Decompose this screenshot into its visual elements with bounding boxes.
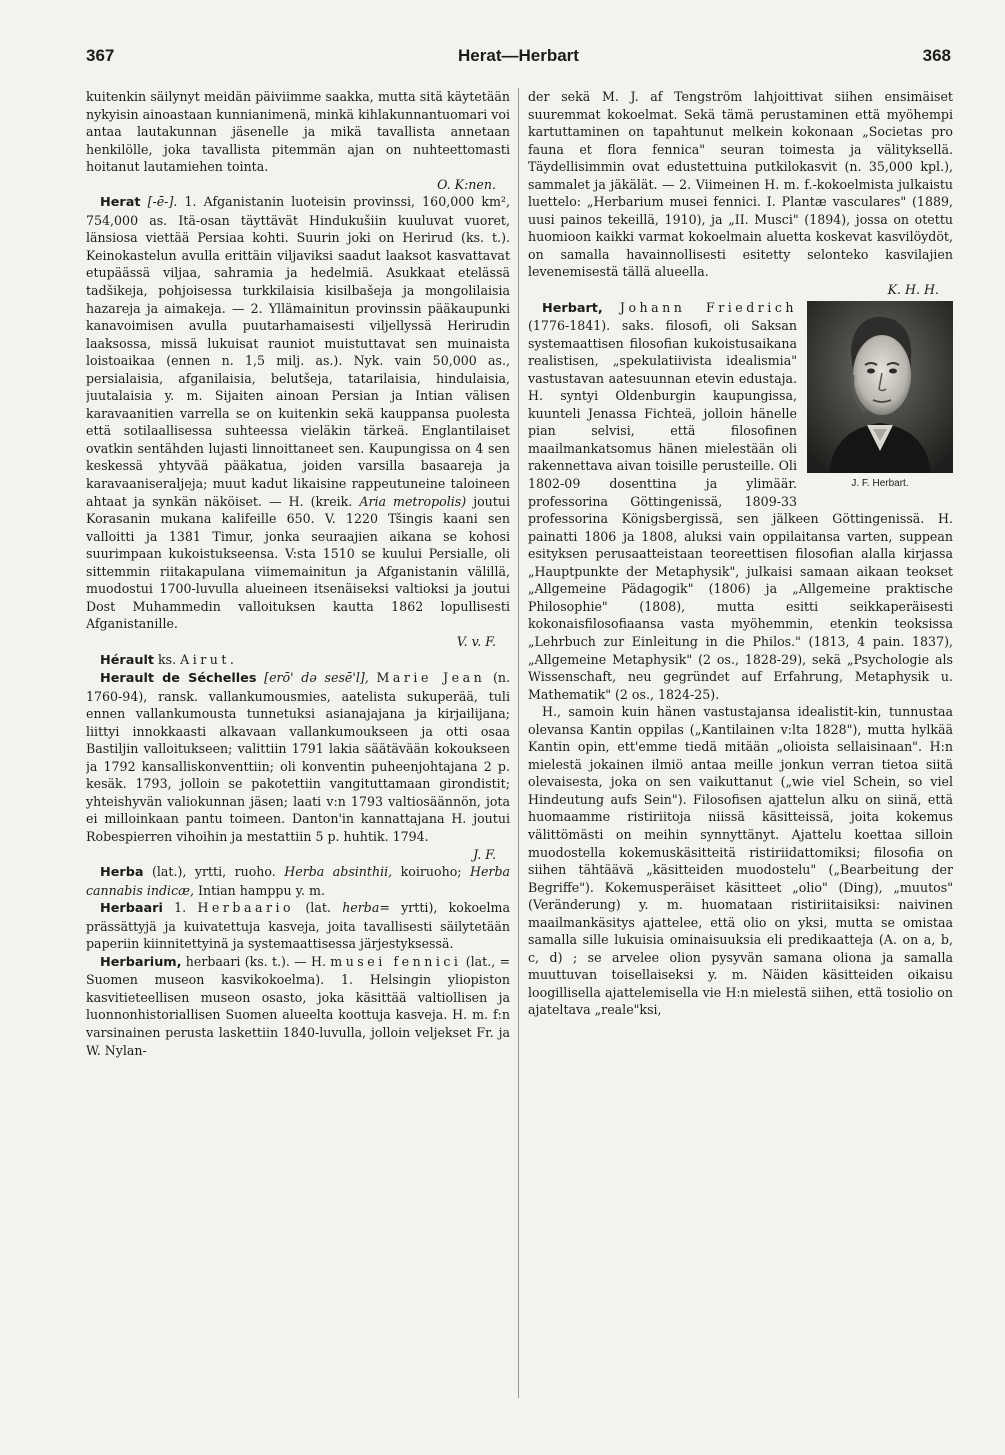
sechelles-name: Marie Jean	[376, 670, 486, 686]
herbart-portrait	[807, 301, 953, 473]
column-divider	[518, 88, 519, 1398]
entry-heading-herbarium: Herbarium,	[100, 954, 182, 970]
page-header	[86, 46, 951, 70]
paragraph-h-samoin: H., samoin kuin hänen vastustajansa idealistit-kin, tunnustaa olevansa Kantin oppilas („Kantilainen v:lta 1828"), mutta hylkää Kantin opin, ett'emme tiedä mitään „olioista sellaisinaan". H:n mielestä jokainen ilmiö antaa meille jonkun verran tietoa siitä olevaisesta, joka on sen vaikuttanut („wie viel Schein, so viel Hindeutung aufs Sein"). Filosofisen ajattelun alku on siinä, että huomaamme ristiriitoja niissä käsitteissä, joita kokemus välittömästi on meihin synnyttänyt. Ajattelu koettaa silloin muodostella kokemuskäsitteitä ristiriidattomiksi; filosofia on siihen tähtäävä „käsitteiden muodostelu" („Bearbeitung der Begriffe"). Kokemusperäiset käsitteet „olio" (Ding), „muutos" (Veränderung) y. m. huomataan ristiriitaisiksi: naivinen maailmankäsitys ajattelee, että olio on yksi, mutta se omistaa samalla sille lukuisia ominaisuuksia eli predikaatteja (A. on a, b, c, d) ; se arvelee olion pysyvän samana oliona ja samalla muuttuvan toisellaiseksi y. m. Näiden käsitteiden oikaisu loogillisella ajattelemisella vie H:n mielestä siihen, että tosiolio on ajateltava „reale"ksi,	[528, 704, 953, 1018]
herba-text-2: koiruoho;	[400, 864, 462, 880]
entry-text-sechelles: (n. 1760-94), ransk. vallankumousmies, aatelista sukuperää, tuli ennen vallankumousta tunnetuksi asianajajana ja kirjailijana; liittyi innokkaasti alkavaan vallankumoukseen ja otti osaa Bastiljin valloitukseen; valittiin 1791 lakia säätävään kokoukseen ja 1792 kansalliskonventtiin; oli konventin puheenjohtajana 2 p. kesäk. 1793, jolloin se pakotettiin vangituttamaan girondistit; yhteishyvän valiokunnan jäsen; laati v:n 1793 valtiosäännön, jota ei milloinkaan pantu toimeen. Danton'in kannattajana H. joutui Robespierren vihoihin ja mestattiin 5 p. huhtik. 1794.	[86, 670, 510, 844]
herbarium-spaced: musei fennici	[330, 953, 462, 969]
herbaari-text: = yrtti), kokoelma prässättyjä ja kuivatettuja kasveja, joita tavallisesti säilytetään paperiin kiinnitettyinä ja systemaattisessa järjestyksessä.	[86, 900, 510, 952]
entry-heading-herat: Herat	[100, 195, 141, 211]
entry-heading-herba: Herba	[100, 865, 144, 881]
page-number-right: 368	[922, 46, 951, 65]
entry-text-herat-2: joutui Korasanin mukana kalifeille 650. V. 1220 Tšingis kaani sen valloitti ja 1381 Timur, jonka seuraajien aikana se kohosi suurimpaan kukoistukseensa. V:sta 1510 se kuului Persialle, oli sittemmin riitakapulana viimemainitun ja Afganistanin välillä, muodostui 1700-luvulla alueineen itsenäiseksi valtioksi ja joutui Dost Muhammedin valloituksen kautta 1862 lopullisesti Afganistanille.	[86, 493, 510, 632]
herbarium-text-1: herbaari (ks. t.). — H.	[185, 953, 326, 969]
entry-heading-herbaari: Herbaari	[100, 901, 163, 917]
aria-metropolis: Aria metropolis)	[359, 493, 467, 509]
herbaari-spaced: Herbaario	[197, 900, 295, 916]
herba-text-1: (lat.), yrtti, ruoho.	[151, 864, 276, 880]
herbaari-lat: (lat.	[305, 900, 331, 916]
entry-herault	[86, 651, 510, 670]
entry-text-herat: 1. Afganistanin luoteisin provinssi, 160,000 km², 754,000 as. Itä-osan täyttävät Hindukušiin kuuluvat vuoret, länsiosa viettää Persiaa kohti. Suurin joki on Herirud (ks. t.). Keinokastelun avulla erittäin viljaviksi saadut laaksot kasvattavat etupäässä viljaa, sahramia ja hedelmiä. Asukkaat etelässä tadšikeja, pohjoisessa turkkilaisia kisilbašeja ja mongolilaisia hazareja ja aimakeja. — 2. Yllämainitun provinssin pääkaupunki kanavoimisen avulla puutarhamaisesti viljellyssä Herirudin laaksossa, missä lukuisat rauniot muistuttavat sen muinaista loistoaikaa (ennen n. 1,5 milj. as.). Nyk. vain 50,000 as., persialaisia, afganilaisia, belutšeja, tatarilaisia, hindulaisia, juutalaisia y. m. Sijaiten ainoan Persian ja Intian välisen karavaanitien varrella se on kuitenkin sekä kauppansa puolesta että sotilaallisessa suhteessa vieläkin tärkeä. Englantilaiset ovatkin sentähden lujasti linnoittaneet sen. Kaupungissa on 4 sen keskessä yhtyvää pääkatua, joiden varsilla basaareja ja karavaaniseraljeja; muut kadut likaisine rappeutuneine taloineen ahtaat ja synkän näköiset. — H. (kreik.	[86, 194, 510, 509]
running-title: Herat—Herbart	[458, 46, 579, 65]
herbaari-herba: herba	[342, 900, 380, 916]
right-column	[528, 88, 953, 1408]
paragraph-herbarium-cont: der sekä M. J. af Tengström lahjoittivat siihen ensimäiset suuremmat kokoelmat. Sekä tämä perustaminen että myöhempi kartuttaminen on tapahtunut melkein kokonaan „Societas pro fauna et flora fennica" seuran toimesta ja välityksellä. Täydellisimmin ovat edustettuina putkilokasvit (n. 35,000 kpl.), sammalet ja jäkälät. — 2. Viimeinen H. m. f.-kokoelmista julkaistu luettelo: „Herbarium musei fennici. I. Plantæ vasculares" (1889, uusi painos tekeillä, 1910), ja „II. Musci" (1894), jossa on otettu huomioon kaikki varmat kokoelmain aluetta koskevat kasvilöydöt, on samalla havainnollisesti esitetty selonteko kasvilajien levenemisestä tällä alueella.	[528, 89, 953, 280]
entry-herbart	[528, 299, 953, 704]
entry-herbaari	[86, 899, 510, 953]
entry-herat	[86, 193, 510, 633]
entry-text-herbart: (1776-1841). saks. filosofi, oli Saksan systemaattisen filosofian kukoistusaikana realistisen, „spekulatiivista idealismia" vastustavan aatesuunnan etevin edustaja. H. syntyi Oldenburgin kaupungissa, kuunteli Jenassa Fichteä, jolloin hänelle pian selvisi, että filosofinen maailmankatsomus hänen mielestään oli rakennettava aivan toisille perusteille. Oli 1802-09 dosenttina ja ylimäär. professorina Göttingenissä, 1809-33 professorina Königsbergissä, sen jälkeen Göttingenissä. H. painatti 1806 ja 1808, aluksi vain oppilaitansa varten, suppean esityksen perusaatteistaan teoreettisen filosofian alalla kirjassa „Hauptpunkte der Metaphysik", julkaisi samaan aikaan teokset „Allgemeine Pädagogik" (1806) ja „Allgemeine praktische Philosophie" (1808), mutta esitti seikkaperäisesti kokonaisfilosofiaansa vasta myöhemmin, etenkin teoksissa „Lehrbuch zur Einleitung in die Philos." (1813, 4 pain. 1837), „Allgemeine Metaphysik" (2 os., 1828-29), sekä „Psychologie als Wissenschaft, neu gegründet auf Erfahrung, Metaphysik u. Mathematik" (2 os., 1824-25).	[528, 318, 953, 702]
herba-text-3: Intian hamppu y. m.	[198, 882, 325, 898]
entry-herba	[86, 863, 510, 899]
herault-ks: ks.	[157, 651, 177, 667]
entry-heading-herault: Hérault	[100, 652, 154, 668]
portrait-caption: J. F. Herbart.	[851, 477, 909, 489]
herbaari-number: 1.	[174, 900, 187, 916]
entry-heading-herbart: Herbart,	[542, 300, 603, 316]
herbarium-text-2: (lat., = Suomen museon kasvikokoelma). 1. Helsingin yliopiston kasvitieteellisen museon osasto, joka käsittää valtiollisen ja luonnonhistoriallisen Suomen alueelta koottuja kasveja. H. m. f:n varsinainen perusta laskettiin 1840-luvulla, jolloin veljekset Fr. ja W. Nylan-	[86, 953, 510, 1058]
signature-khh: K. H. H.	[887, 282, 939, 298]
entry-herbarium	[86, 953, 510, 1059]
herba-absinthii: Herba absinthii,	[284, 864, 393, 880]
entry-sechelles	[86, 669, 510, 845]
signature-vvf: V. v. F.	[456, 633, 496, 649]
pronunciation-herat: [-ē-].	[147, 194, 178, 210]
signature-knen: O. K:nen.	[437, 176, 496, 192]
pronunciation-sechelles: [erō' də sesē'l],	[264, 670, 369, 686]
herault-ref: Airut.	[180, 651, 238, 667]
portrait-figure	[807, 301, 953, 493]
herba-cannabis: Herba cannabis indicæ,	[86, 864, 510, 898]
paragraph-lautamies: kuitenkin säilynyt meidän päiviimme saakka, mutta sitä käytetään nykyisin ainoastaan kunnianimenä, minkä kihlakunnantuomari voi antaa lautakunnan jäsenelle ja mikä tavallista annetaan henkilölle, joka tavallista pitemmän ajan on nuhteettomasti hoitanut lautamiehen tointa.	[86, 89, 510, 175]
page-number-left: 367	[86, 46, 115, 65]
left-column	[86, 88, 510, 1408]
signature-jf: J. F.	[473, 846, 496, 862]
herbart-name: Johann Friedrich	[619, 299, 797, 315]
entry-heading-sechelles: Herault de Séchelles	[100, 671, 257, 687]
